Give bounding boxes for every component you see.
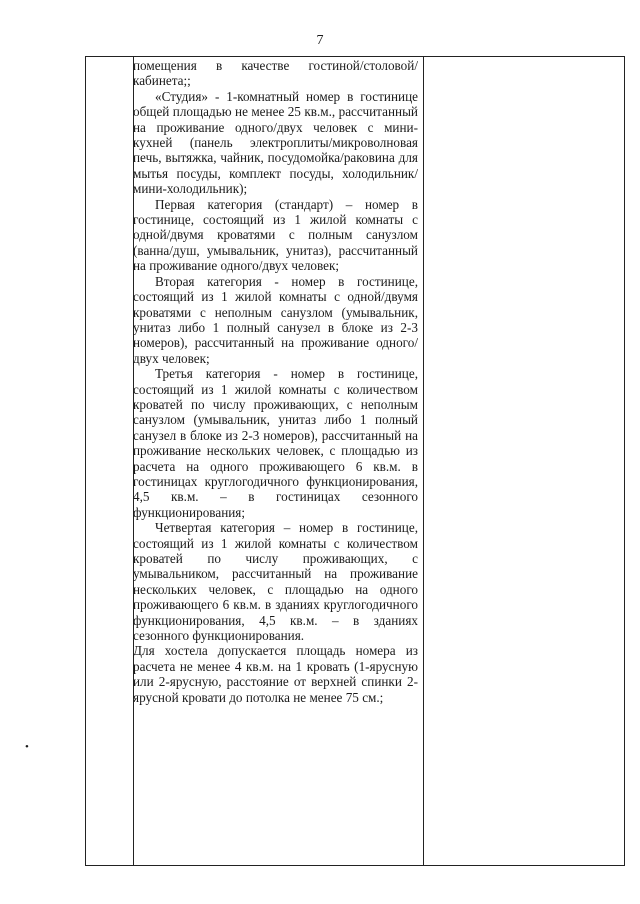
- margin-mark: •: [25, 741, 29, 753]
- paragraph-studio: «Студия» - 1-комнатный номер в гостинице общей площадью не менее 25 кв.м., рассчитанный на проживание одного/двух человек с мини-кухней (панель электроплиты/микроволновая печь, вытяжка, чайник, посудомойка/раковина для мытья посуды, комплект посуды, холодильник/мини-холодильник);: [133, 88, 418, 197]
- room-category-text-cell: [133, 58, 418, 705]
- paragraph-first-category: Первая категория (стандарт) – номер в гостинице, состоящий из 1 жилой комнаты с одной/двумя кроватями с полным санузлом (ванна/душ, умывальник, унитаз), рассчитанный на проживание одного/двух человек;: [133, 196, 418, 274]
- paragraph-hostel: Для хостела допускается площадь номера из расчета не менее 4 кв.м. на 1 кровать (1-ярусную или 2-ярусную, расстояние от верхней спинки 2-ярусной кровати до потолка не менее 75 см.;: [133, 643, 418, 705]
- page-number: 7: [316, 33, 324, 48]
- paragraph-fourth-category: Четвертая категория – номер в гостинице, состоящий из 1 жилой комнаты с количеством кроватей по числу проживающих, с умывальником, рассчитанный на проживание нескольких человек, с площадью на одного проживающего 6 кв.м. в зданиях круглогодичного функционирования, 4,5 кв.м. – в зданиях сезонного функционирования.: [133, 520, 418, 644]
- paragraph-continuation: помещения в качестве гостиной/столовой/кабинета;;: [133, 58, 418, 89]
- paragraph-second-category: Вторая категория - номер в гостинице, состоящий из 1 жилой комнаты с одной/двумя кроватями с неполным санузлом (умывальник, унитаз либо 1 полный санузел в блоке из 2-3 номеров), рассчитанный на проживание одного/двух человек;: [133, 273, 418, 366]
- column-divider: [423, 57, 424, 865]
- paragraph-third-category: Третья категория - номер в гостинице, состоящий из 1 жилой комнаты с количеством кроватей по числу проживающих, с неполным санузлом (умывальник, унитаз либо 1 полный санузел в блоке из 2-3 номеров), рассчитанный на проживание нескольких человек, с площадью из расчета на одного проживающего 6 кв.м. в гостиницах круглогодичного функционирования, 4,5 кв.м. – в гостиницах сезонного функционирования;: [133, 366, 418, 520]
